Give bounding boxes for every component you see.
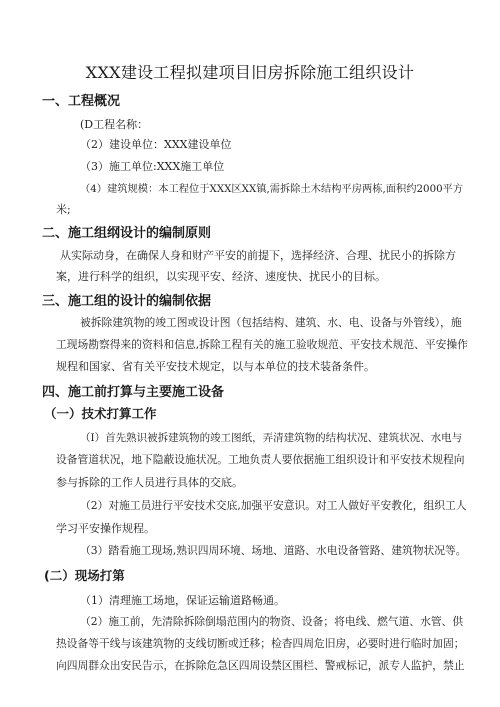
paragraph-line: （3）踏看施工现场,熟识四周环境、场地、道路、水电设备管路、建筑物状况等。: [80, 544, 467, 557]
paragraph-line: （4）建筑规模：本工程位于XXX区XX镇,需拆除土木结构平房两栋,面积约2000平方: [80, 183, 464, 195]
paragraph-line: （2）建设单位：XXX建设单位: [80, 138, 232, 151]
paragraph-line: （3）施工单位:XXX施工单位: [80, 160, 225, 173]
paragraph-line: 规程和国家、省有关平安技术规定，以与本单位的技术装备条件。: [56, 360, 375, 373]
paragraph-line: 热设备等干线与该建筑物的支线切断或迁移；检杳四周危旧房，必要时进行临时加固；: [56, 637, 465, 650]
paragraph-line: 从实际动身，在确保人身和财产平安的前提下，选择经济、合理、扰民小的拆除方: [60, 249, 456, 262]
paragraph-line: 案，进行科学的组织，以实现平安、经济、速度快、扰民小的目标。: [56, 270, 386, 283]
section-2-heading: 二、施工组纲设计的编制原则: [42, 226, 212, 241]
paragraph-line: 设备管道状况，地下隐蔽设施状况。工地负责人要依据施工组织设计和平安技术规程向: [56, 453, 465, 466]
section-3-heading: 三、施工组的设计的编制依据: [42, 294, 212, 309]
paragraph-line: 被拆除建筑物的竣工图或设计图（包括结构、建筑、水、电、设备与外管线），施: [80, 316, 462, 329]
paragraph-line: 工现场勘察得来的资料和信息,拆除工程有关的施工验收规范、平安技术规范、平安操作: [56, 338, 468, 351]
document-title: XXX建设工程拟建项目旧房拆除施工组织设计: [85, 63, 415, 82]
paragraph-line: 米;: [56, 203, 71, 216]
subsection-2-heading: (二）现场打第: [44, 568, 125, 583]
paragraph-line: 学习平安操作规程。: [56, 522, 155, 535]
paragraph-line: （2）施工前，先清除拆除倒塌范围内的物资、设备；将电线、燃气道、水管、供: [80, 615, 464, 628]
paragraph-line: 参与拆除的工作人员进行具体的交底。: [56, 476, 243, 489]
paragraph-line: （1）清理施工场地，保证运输道路畅通。: [80, 594, 285, 607]
paragraph-line: (D工程名称：: [80, 118, 149, 131]
section-1-heading: 一、工程概况: [42, 94, 121, 109]
paragraph-line: （I）首先熟识被拆建筑物的竣工图纸，弄清建筑物的结构状况、建筑状况、水电与: [80, 432, 463, 444]
subsection-1-heading: （一）技术打算工作: [44, 406, 157, 421]
section-4-heading: 四、施工前打算与主要施工设备: [42, 385, 225, 400]
paragraph-line: 向四周群众出安民告示，在拆除危急区四周设禁区围栏、警戒标记，派专人监护，禁止: [56, 659, 465, 672]
paragraph-line: （2）对施工员进行平安技术交底,加强平安意识。对工人做好平安教化，组织工人: [80, 499, 467, 512]
